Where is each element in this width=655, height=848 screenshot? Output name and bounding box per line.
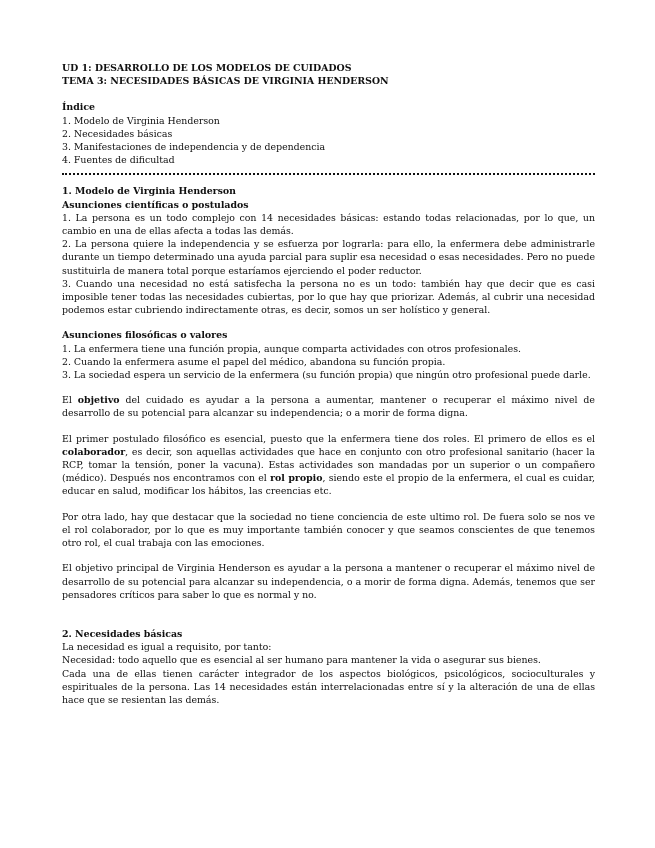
objetivo-paragraph: El objetivo del cuidado es ayudar a la persona a aumentar, mantener o recuperar el máximo nivel de desarrollo de su potencial para alcanzar su independencia; o a morir de forma digna. <box>62 395 595 420</box>
index-item: 1. Modelo de Virginia Henderson <box>62 115 220 127</box>
topic-title: TEMA 3: NECESIDADES BÁSICAS DE VIRGINIA HENDERSON <box>62 76 389 88</box>
valor-2: 2. Cuando la enfermera asume el papel del médico, abandona su función propia. <box>62 356 446 368</box>
unit-title: UD 1: DESARROLLO DE LOS MODELOS DE CUIDADOS <box>62 63 352 74</box>
postulado-3: 3. Cuando una necesidad no está satisfecha la persona no es un todo: también hay que decir que es casi imposible tener todas las necesidades cubiertas, por lo que hay que priorizar. Además, al cubrir una necesidad podemos estar cubriendo indirectamente otras, es decir, somos un ser holístico y general. <box>62 278 595 317</box>
document-page <box>62 62 595 707</box>
rol-propio-keyword: rol propio <box>270 473 323 485</box>
index-item: 2. Necesidades básicas <box>62 128 173 140</box>
necesidades-paragraph: Cada una de ellas tienen carácter integrador de los aspectos biológicos, psicológicos, socioculturales y espirituales de la persona. Las 14 necesidades están interrelacionadas entre sí y la alteración de una de ellas hace que se resientan las demás. <box>62 668 595 706</box>
index-item: 3. Manifestaciones de independencia y de dependencia <box>62 142 326 154</box>
section1-title: 1. Modelo de Virginia Henderson <box>62 186 236 198</box>
postulados-title: Asunciones científicas o postulados <box>62 199 249 211</box>
index-title: Índice <box>62 102 95 114</box>
objetivo-keyword: objetivo <box>77 395 120 407</box>
colaborador-keyword: colaborador <box>62 446 126 458</box>
valor-3: 3. La sociedad espera un servicio de la enfermera (su función propia) que ningún otro profesional puede darle. <box>62 370 591 382</box>
necesidad-requisito: La necesidad es igual a requisito, por tanto: <box>62 642 272 654</box>
valores-title: Asunciones filosóficas o valores <box>62 330 228 342</box>
objetivo-principal-paragraph: El objetivo principal de Virginia Henderson es ayudar a la persona a mantener o recuperar el máximo nivel de desarrollo de su potencial para alcanzar su independencia, o a morir de forma digna. Además, tenemos que ser pensadores críticos para saber lo que es normal y no. <box>62 563 595 601</box>
index-list <box>62 115 595 168</box>
necesidad-definicion: Necesidad: todo aquello que es esencial al ser humano para mantener la vida o asegurar sus bienes. <box>62 655 541 667</box>
postulado-2: 2. La persona quiere la independencia y se esfuerza por lograrla: para ello, la enfermera debe administrarle durante un tiempo determinado una ayuda parcial para suplir esa necesidad o esas necesidades. Pero no puede sustituirla de manera total porque estaríamos ejerciendo el poder reductor. <box>62 239 595 277</box>
section2-title: 2. Necesidades básicas <box>62 628 183 640</box>
otro-lado-paragraph: Por otra lado, hay que destacar que la sociedad no tiene conciencia de este ultimo rol. De fuera solo se nos ve el rol colaborador, por lo que es muy importante también conocer y que seamos conscientes de que tenemos otro rol, el cual trabaja con las emociones. <box>62 511 595 550</box>
dotted-separator <box>62 173 595 175</box>
roles-paragraph: El primer postulado filosófico es esencial, puesto que la enfermera tiene dos roles. El primero de ellos es el colaborador, es decir, son aquellas actividades que hace en conjunto con otro profesional sanitario (hacer la RCP, tomar la tensión, poner la vacuna). Estas actividades son mandadas por un superior o un compañero (médico). Después nos encontramos con el rol propio, siendo este el propio de la enfermera, el cual es cuidar, educar en salud, modificar los hábitos, las creencias etc. <box>62 433 595 498</box>
valor-1: 1. La enfermera tiene una función propia, aunque comparta actividades con otros profesionales. <box>62 343 522 355</box>
postulado-1: 1. La persona es un todo complejo con 14 necesidades básicas: estando todas relacionadas, por lo que, un cambio en una de ellas afecta a todas las demás. <box>62 212 595 238</box>
index-item: 4. Fuentes de dificultad <box>62 155 175 167</box>
